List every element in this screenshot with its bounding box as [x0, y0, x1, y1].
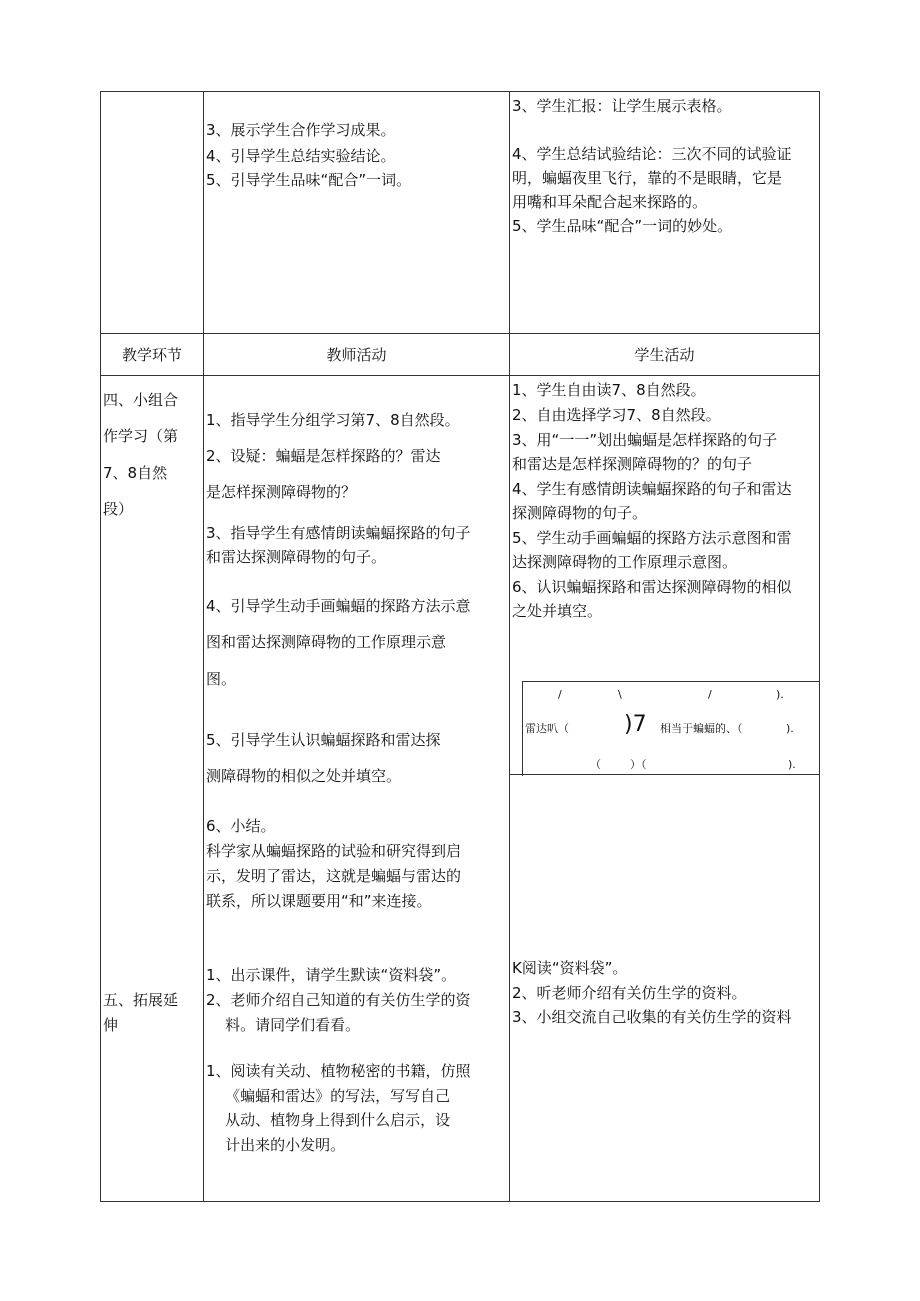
teacher-step-6: 6、小结。	[206, 817, 276, 835]
fill-mid-3: ）（	[630, 758, 647, 771]
table-border-right	[819, 91, 820, 1202]
row1-student-line: 4、学生总结试验结论：三次不同的试验证	[512, 145, 792, 163]
row1-teacher-line: 4、引导学生总结实验结论。	[206, 147, 396, 165]
teacher-step-5: 5、引导学生认识蝙蝠探路和雷达探	[206, 731, 441, 749]
header-teacher-activity: 教师活动	[326, 346, 387, 364]
homework-line: 从动、植物身上得到什么启示，设	[206, 1111, 451, 1129]
student-line: 2、听老师介绍有关仿生学的资料。	[512, 984, 747, 1002]
teacher-summary-line: 科学家从蝙蝠探路的试验和研究得到启	[206, 842, 462, 860]
student-line: 3、小组交流自己收集的有关仿生学的资料	[512, 1008, 792, 1026]
row-divider-header-bottom	[100, 375, 820, 376]
fill-close-2: ).	[786, 722, 794, 735]
homework-line: 1、阅读有关动、植物秘密的书籍，仿照	[206, 1062, 471, 1080]
teacher-step-4: 图和雷达探测障碍物的工作原理示意	[206, 633, 447, 651]
row1-student-line: 3、学生汇报：让学生展示表格。	[512, 97, 732, 115]
student-line: 探测障碍物的句子。	[512, 504, 648, 522]
teacher-step-3: 和雷达探测障碍物的句子。	[206, 548, 387, 566]
fill-bat-label: 相当于蝙蝠的、（	[660, 722, 743, 735]
column-divider-2	[509, 91, 510, 1202]
teacher-line: 料。请同学们看看。	[206, 1016, 361, 1034]
fill-radar-label: 雷达叭（	[525, 722, 569, 735]
teacher-step-5: 测障碍物的相似之处并填空。	[206, 767, 402, 785]
homework-line: 计出来的小发明。	[206, 1136, 346, 1154]
student-line: 2、自由选择学习7、8自然段。	[512, 406, 721, 424]
teacher-step-2: 2、设疑：蝙蝠是怎样探路的？雷达	[206, 447, 441, 465]
header-student-activity: 学生活动	[634, 346, 695, 364]
student-line: 和雷达是怎样探测障碍物的？的句子	[512, 455, 753, 473]
student-line: 5、学生动手画蝙蝠的探路方法示意图和雷	[512, 529, 792, 547]
teacher-step-2: 是怎样探测障碍物的？	[206, 483, 357, 501]
stage-line: 段）	[103, 500, 134, 518]
row-divider-header-top	[100, 333, 820, 334]
student-line: 达探测障碍物的工作原理示意图。	[512, 553, 738, 571]
fill-backslash: \	[618, 688, 622, 701]
teacher-step-4: 4、引导学生动手画蝙蝠的探路方法示意	[206, 597, 471, 615]
stage-line: 伸	[103, 1016, 119, 1034]
row1-teacher-line: 3、展示学生合作学习成果。	[206, 121, 396, 139]
column-divider-1	[203, 91, 204, 1202]
student-line: 之处并填空。	[512, 602, 603, 620]
stage-line: 四、小组合	[103, 391, 179, 409]
fill-close-1: ).	[776, 688, 784, 701]
teacher-step-3: 3、指导学生有感情朗读蝙蝠探路的句子	[206, 524, 471, 542]
fill-close-3: ).	[788, 758, 796, 771]
row1-student-line: 明，蝙蝠夜里飞行，靠的不是眼睛，它是	[512, 169, 783, 187]
fill-open-3: （	[590, 758, 601, 771]
homework-line: 《蝙蝠和雷达》的写法，写写自己	[206, 1087, 451, 1105]
student-line: K阅读“资料袋”。	[512, 959, 628, 977]
stage-line: 五、拓展延	[103, 991, 179, 1009]
header-stage: 教学环节	[121, 346, 182, 364]
teacher-step-1: 1、指导学生分组学习第7、8自然段。	[206, 411, 460, 429]
teacher-line: 1、出示课件，请学生默读“资料袋”。	[206, 966, 457, 984]
table-border-left	[100, 91, 101, 1202]
fill-slash-2: /	[708, 688, 712, 701]
student-line: 4、学生有感情朗读蝙蝠探路的句子和雷达	[512, 480, 792, 498]
teacher-step-4: 图。	[206, 670, 237, 688]
row1-teacher-line: 5、引导学生品味“配合”一词。	[206, 171, 412, 189]
row1-student-line: 用嘴和耳朵配合起来探路的。	[512, 193, 708, 211]
fill-slash-1: /	[558, 688, 562, 701]
table-border-bottom	[100, 1201, 820, 1202]
student-line: 1、学生自由读7、8自然段。	[512, 381, 706, 399]
student-line: 6、认识蝙蝠探路和雷达探测障碍物的相似	[512, 578, 792, 596]
row1-student-line: 5、学生品味“配合”一词的妙处。	[512, 217, 733, 235]
fill-big-seven: )7	[624, 712, 647, 737]
student-line: 3、用“一一”划出蝙蝠是怎样探路的句子	[512, 431, 778, 449]
teacher-line: 2、老师介绍自己知道的有关仿生学的资	[206, 991, 471, 1009]
stage-line: 作学习（第	[103, 427, 179, 445]
teacher-summary-line: 示，发明了雷达，这就是蝙蝠与雷达的	[206, 867, 462, 885]
stage-line: 7、8自然	[103, 464, 168, 482]
table-border-top	[100, 91, 820, 92]
teacher-summary-line: 联系，所以课题要用“和”来连接。	[206, 892, 432, 910]
fill-box-bottom-line	[510, 774, 820, 775]
